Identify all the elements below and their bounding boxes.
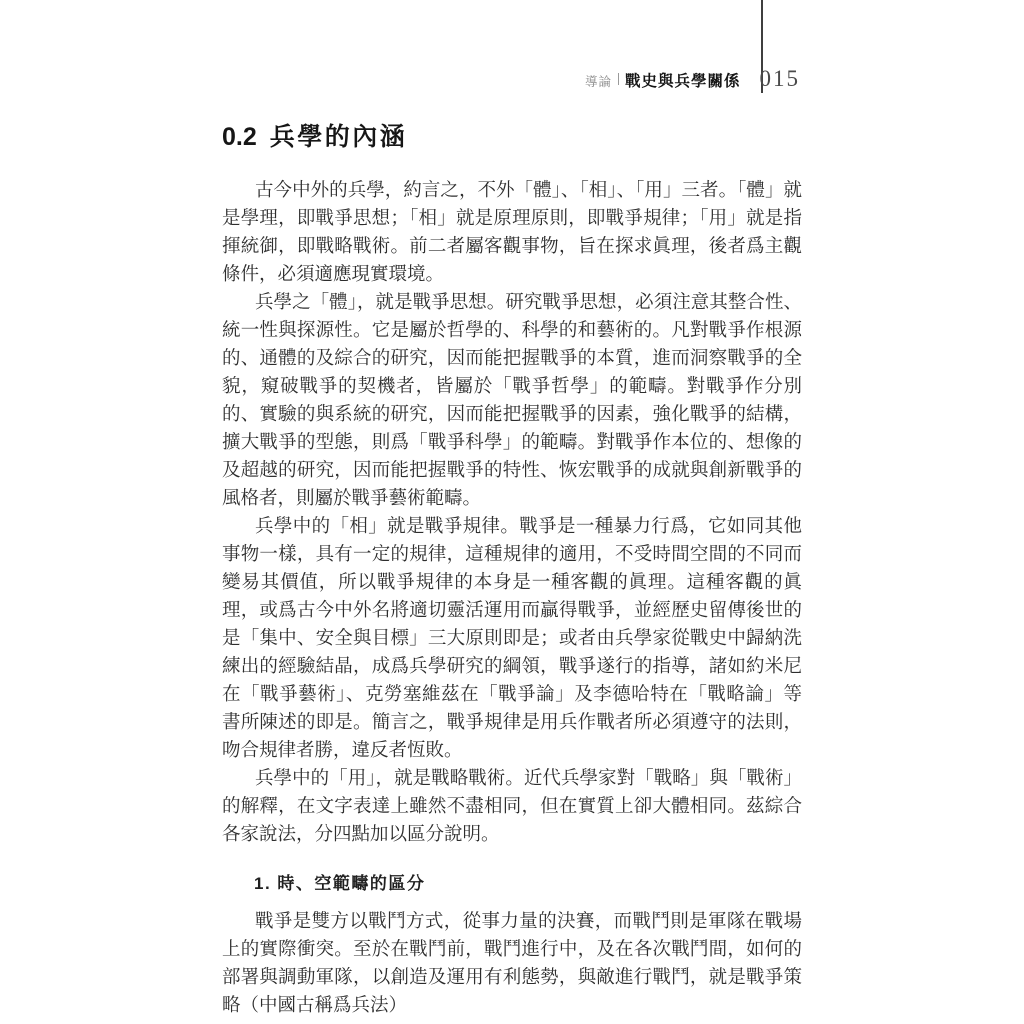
header-section-label: 導論 bbox=[584, 75, 612, 89]
subsection-heading: 1. 時、空範疇的區分 bbox=[254, 874, 426, 893]
section-heading bbox=[222, 117, 407, 153]
paragraph: 兵學中的「用」，就是戰略戰術。近代兵學家對「戰略」與「戰術」的解釋，在文字表達上雖然不盡相同，但在實質上卻大體相同。茲綜合各家說法，分四點加以區分說明。 bbox=[222, 769, 802, 845]
header-separator-line bbox=[618, 73, 619, 85]
paragraph: 兵學之「體」，就是戰爭思想。研究戰爭思想，必須注意其整合性、統一性與探源性。它是屬於哲學的、科學的和藝術的。凡對戰爭作根源的、通體的及綜合的研究，因而能把握戰爭的本質，進而洞察戰爭的全貌，窺破戰爭的契機者，皆屬於「戰爭哲學」的範疇。對戰爭作分別的、實驗的與系統的研究，因而能把握戰爭的因素，強化戰爭的結構，擴大戰爭的型態，則爲「戰爭科學」的範疇。對戰爭作本位的、想像的及超越的研究，因而能把握戰爭的特性、恢宏戰爭的成就與創新戰爭的風格者，則屬於戰爭藝術範疇。 bbox=[222, 293, 802, 509]
section-heading-title: 兵學的內涵 bbox=[269, 123, 408, 151]
running-header bbox=[222, 66, 800, 92]
body-text bbox=[222, 177, 802, 1020]
paragraph: 古今中外的兵學，約言之，不外「體」、「相」、「用」三者。「體」就是學理，即戰爭思想；「相」就是原理原則，即戰爭規律；「用」就是指揮統御，即戰略戰術。前二者屬客觀事物，旨在探求眞理，後者爲主觀條件，必須適應現實環境。 bbox=[222, 181, 802, 285]
section-heading-number: 0.2 bbox=[222, 123, 257, 151]
page-number: 015 bbox=[759, 66, 800, 91]
header-chapter-title: 戰史與兵學關係 bbox=[624, 73, 741, 90]
paragraph: 兵學中的「相」就是戰爭規律。戰爭是一種暴力行爲，它如同其他事物一樣，具有一定的規律，這種規律的適用，不受時間空間的不同而變易其價值，所以戰爭規律的本身是一種客觀的眞理。這種客觀的眞理，或爲古今中外名將適切靈活運用而贏得戰爭，並經歷史留傳後世的是「集中、安全與目標」三大原則即是；或者由兵學家從戰史中歸納洗練出的經驗結晶，成爲兵學研究的綱領，戰爭遂行的指導，諸如約米尼在「戰爭藝術」、克勞塞維茲在「戰爭論」及李德哈特在「戰略論」等書所陳述的即是。簡言之，戰爭規律是用兵作戰者所必須遵守的法則，吻合規律者勝，違反者恆敗。 bbox=[222, 517, 802, 761]
paragraph: 戰爭是雙方以戰鬥方式，從事力量的決賽，而戰鬥則是軍隊在戰場上的實際衝突。至於在戰鬥前，戰鬥進行中，及在各次戰鬥間，如何的部署與調動軍隊，以創造及運用有利態勢，與敵進行戰鬥，就是戰爭策略（中國古稱爲兵法） bbox=[222, 912, 802, 1016]
